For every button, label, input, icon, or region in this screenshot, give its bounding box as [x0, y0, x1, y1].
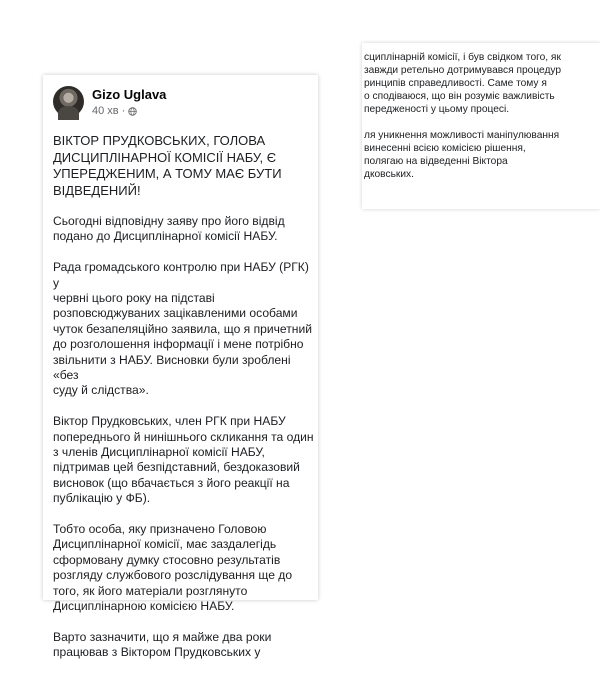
globe-icon [128, 107, 137, 116]
continuation-paragraph: ля уникнення можливості маніпулювання винесенні всією комісією рішення, полягаю на відведенні Віктора дковських. [364, 130, 560, 180]
author-name[interactable]: Gizo Uglava [92, 87, 167, 102]
post-body [53, 133, 315, 676]
continuation-body [364, 51, 600, 194]
post-continuation-screenshot [362, 43, 600, 209]
author-avatar[interactable] [53, 86, 84, 117]
post-header [53, 85, 308, 119]
facebook-post-screenshot [43, 75, 318, 660]
post-paragraph: Варто зазначити, що я майже два роки працював з Віктором Прудковських у [53, 629, 272, 660]
post-paragraph: Сьогодні відповідну заяву про його відвід подано до Дисциплінарної комісії НАБУ. [53, 214, 285, 244]
post-headline: ВІКТОР ПРУДКОВСЬКИХ, ГОЛОВА ДИСЦИПЛІНАРНОЇ КОМІСІЇ НАБУ, Є УПЕРЕДЖЕНИМ, А ТОМУ МАЄ БУТИ ВІДВЕДЕНИЙ! [53, 133, 282, 198]
post-paragraph: Віктор Прудковських, член РГК при НАБУ попереднього й нинішнього скликання та один з членів Дисциплінарної комісії НАБУ, підтримав цей безпідставний, бездоказовий висновок (що вбачається з його реакції на публікацію у ФБ). [53, 414, 314, 506]
post-paragraph: Тобто особа, яку призначено Головою Дисциплінарної комісії, має заздалегідь сформовану думку стосовно результатів розгляду службового розслідування ще до того, як його матеріали розглянуто Дисциплінарною комісією НАБУ. [53, 522, 293, 614]
meta-separator: · [121, 105, 126, 117]
post-time[interactable]: 40 хв [92, 105, 119, 117]
post-paragraph: Рада громадського контролю при НАБУ (РГК) у червні цього року на підставі розповсюджуваних зацікавленими особами чуток безапеляційно заявила, що я причетний до розголошення інформації і мене потрібно звільнити з НАБУ. Висновки були зроблені «без суду й слідства». [53, 260, 312, 398]
post-meta [92, 105, 137, 117]
continuation-paragraph: сциплінарній комісії, і був свідком того, як завжди ретельно дотримувався процедур ринципів справедливості. Саме тому я о сподіваюся, що він розуміє важливість передженості у цьому процесі. [364, 52, 562, 115]
